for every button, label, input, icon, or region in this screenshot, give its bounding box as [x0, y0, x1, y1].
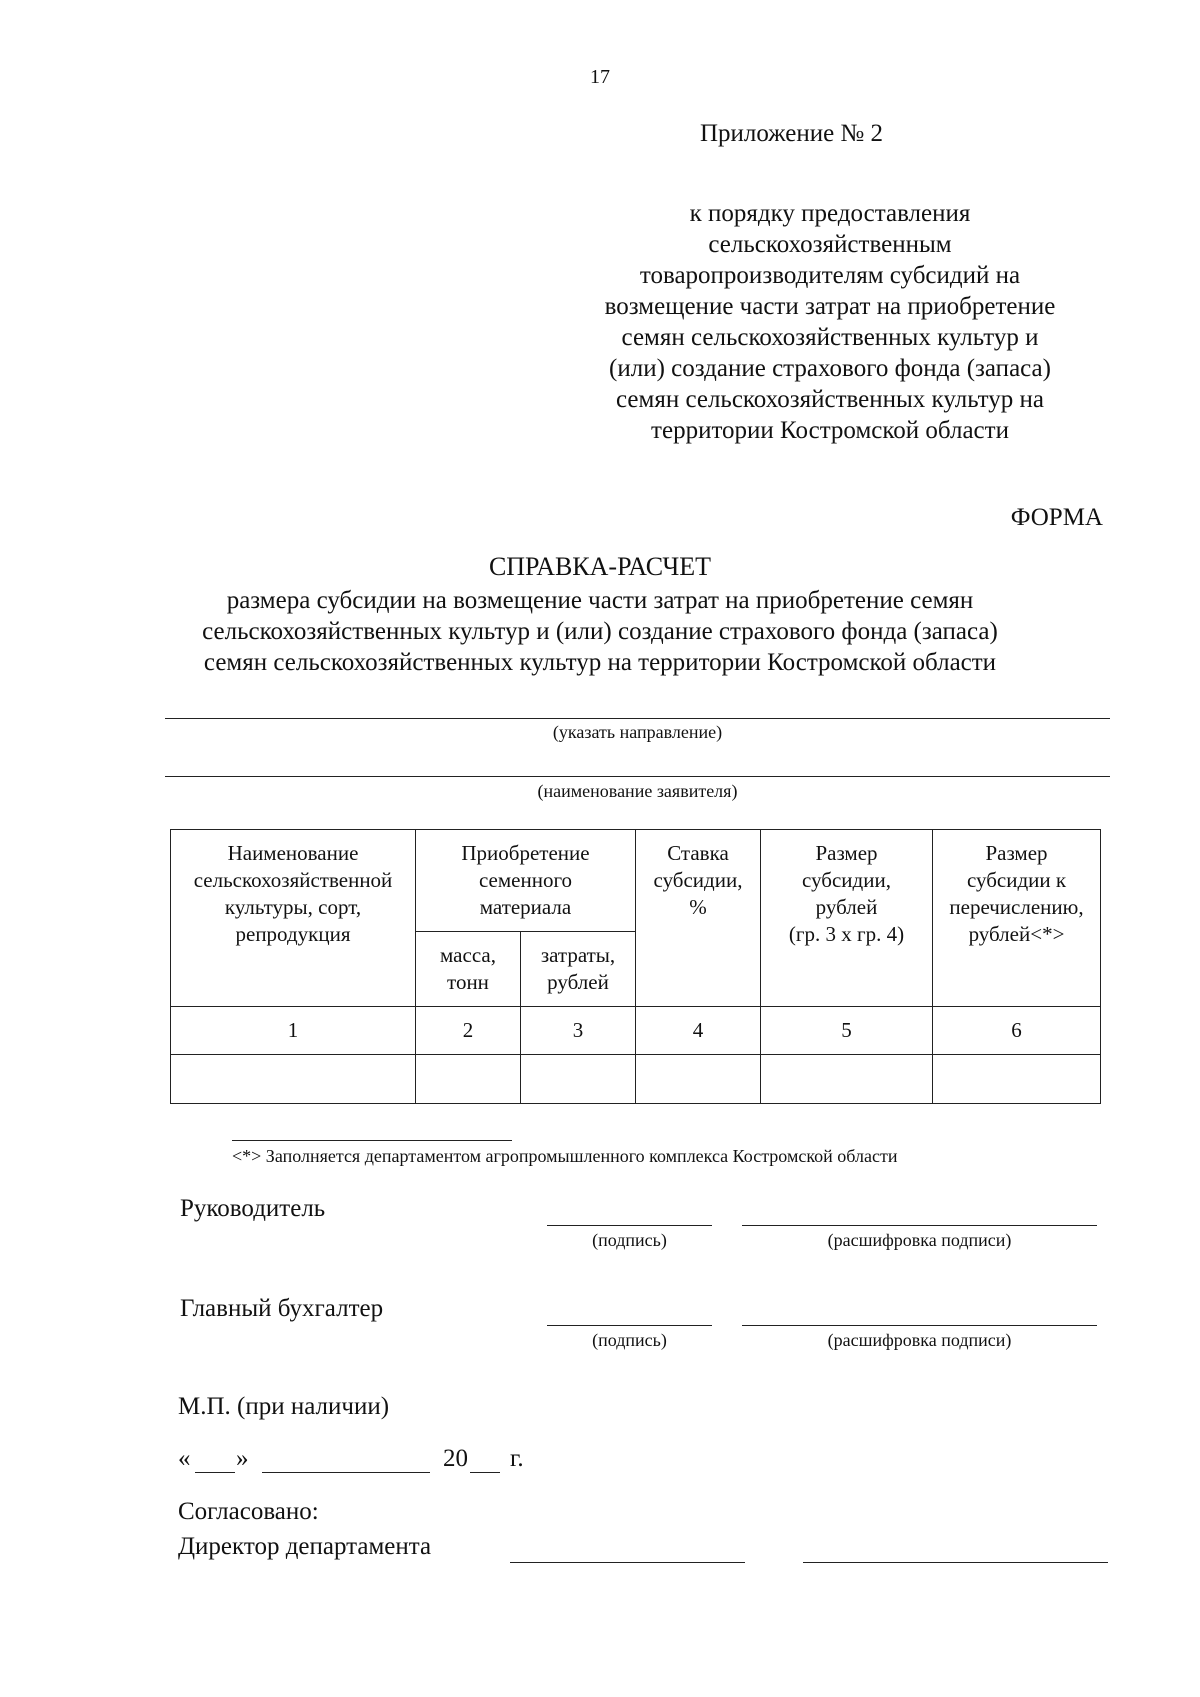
decoding-caption: (расшифровка подписи): [827, 1330, 1012, 1350]
appendix-description-line: территории Костромской области: [651, 417, 1009, 444]
header-costs: [521, 932, 636, 1007]
date-open-quote: «: [178, 1445, 191, 1472]
table-cell[interactable]: [521, 1055, 636, 1104]
header-text: субсидии к: [966, 868, 1067, 892]
subsidy-calculation-table: [170, 829, 1101, 1104]
accountant-signature-line[interactable]: [547, 1325, 712, 1326]
director-decoding-line[interactable]: [803, 1562, 1108, 1563]
header-text: рублей: [815, 895, 878, 919]
table-header-row: [171, 830, 1101, 932]
accountant-decoding-line[interactable]: [742, 1325, 1097, 1326]
header-text: Размер: [815, 841, 878, 865]
document-subtitle-line: семян сельскохозяйственных культур на территории Костромской области: [203, 649, 997, 676]
header-text: культуры, сорт,: [224, 895, 362, 919]
column-number: 2: [416, 1007, 521, 1055]
header-text: перечислению,: [949, 895, 1084, 919]
agreed-label: Согласовано:: [178, 1498, 319, 1525]
signature-caption: (подпись): [592, 1230, 667, 1250]
appendix-title: Приложение № 2: [700, 120, 884, 147]
table-cell[interactable]: [636, 1055, 761, 1104]
header-text: тонн: [447, 970, 489, 994]
head-decoding-line[interactable]: [742, 1225, 1097, 1226]
document-title: СПРАВКА-РАСЧЕТ: [488, 552, 712, 581]
header-text: затраты,: [540, 943, 616, 967]
table-cell[interactable]: [171, 1055, 416, 1104]
date-day-line[interactable]: [195, 1472, 235, 1473]
table-cell[interactable]: [933, 1055, 1101, 1104]
applicant-caption: (наименование заявителя): [537, 781, 738, 801]
director-label: Директор департамента: [178, 1533, 432, 1560]
header-text: Ставка: [667, 841, 729, 865]
table-cell[interactable]: [416, 1055, 521, 1104]
header-text: масса,: [440, 943, 496, 967]
signature-caption: (подпись): [592, 1330, 667, 1350]
page-number: 17: [590, 66, 610, 88]
date-year-line[interactable]: [470, 1472, 500, 1473]
header-text: (гр. 3 х гр. 4): [788, 922, 905, 946]
header-seed-purchase: [416, 830, 636, 932]
column-number-row: [171, 1007, 1101, 1055]
header-subsidy-amount: [761, 830, 933, 1007]
header-subsidy-transfer: [933, 830, 1101, 1007]
appendix-description-line: (или) создание страхового фонда (запаса): [609, 355, 1051, 382]
head-label: Руководитель: [180, 1195, 326, 1222]
header-text: Приобретение: [461, 841, 590, 865]
header-text: субсидии,: [802, 868, 891, 892]
header-text: рублей<*>: [968, 922, 1065, 946]
column-number: 3: [521, 1007, 636, 1055]
appendix-description-line: семян сельскохозяйственных культур на: [616, 386, 1044, 413]
appendix-description: [560, 198, 1100, 446]
applicant-field-line[interactable]: [165, 776, 1110, 777]
date-year-prefix: 20: [443, 1445, 468, 1472]
decoding-caption: (расшифровка подписи): [827, 1230, 1012, 1250]
header-text: материала: [479, 895, 572, 919]
appendix-description-line: возмещение части затрат на приобретение: [604, 293, 1056, 320]
document-subtitle: [90, 585, 1110, 678]
column-number: 5: [761, 1007, 933, 1055]
column-number: 1: [171, 1007, 416, 1055]
date-year-suffix: г.: [510, 1445, 524, 1472]
table-row: [171, 1055, 1101, 1104]
header-subsidy-rate: [636, 830, 761, 1007]
head-signature-line[interactable]: [547, 1225, 712, 1226]
header-text: репродукция: [235, 922, 351, 946]
appendix-description-line: к порядку предоставления: [689, 200, 971, 227]
header-text: субсидии,: [653, 868, 743, 892]
document-subtitle-line: размера субсидии на возмещение части затрат на приобретение семян: [226, 587, 974, 614]
appendix-description-line: сельскохозяйственным: [708, 231, 952, 258]
header-text: %: [689, 895, 707, 919]
header-mass: [416, 932, 521, 1007]
header-crop-name: [171, 830, 416, 1007]
header-text: Наименование: [227, 841, 359, 865]
chief-accountant-label: Главный бухгалтер: [180, 1295, 384, 1322]
appendix-description-line: семян сельскохозяйственных культур и: [621, 324, 1039, 351]
header-text: семенного: [478, 868, 573, 892]
date-close-quote: »: [236, 1445, 249, 1472]
appendix-description-line: товаропроизводителям субсидий на: [639, 262, 1021, 289]
footnote: <*> Заполняется департаментом агропромышленного комплекса Костромской области: [232, 1146, 898, 1166]
date-month-line[interactable]: [262, 1472, 430, 1473]
direction-field-line[interactable]: [165, 718, 1110, 719]
header-text: Размер: [985, 841, 1048, 865]
seal-label: М.П. (при наличии): [178, 1393, 390, 1420]
column-number: 4: [636, 1007, 761, 1055]
header-text: сельскохозяйственной: [193, 868, 393, 892]
footnote-divider: [232, 1140, 512, 1141]
document-subtitle-line: сельскохозяйственных культур и (или) создание страхового фонда (запаса): [202, 618, 998, 645]
table-cell[interactable]: [761, 1055, 933, 1104]
header-text: рублей: [547, 970, 609, 994]
column-number: 6: [933, 1007, 1101, 1055]
director-signature-line[interactable]: [510, 1562, 745, 1563]
form-label: ФОРМА: [1010, 504, 1103, 531]
direction-caption: (указать направление): [552, 722, 723, 742]
